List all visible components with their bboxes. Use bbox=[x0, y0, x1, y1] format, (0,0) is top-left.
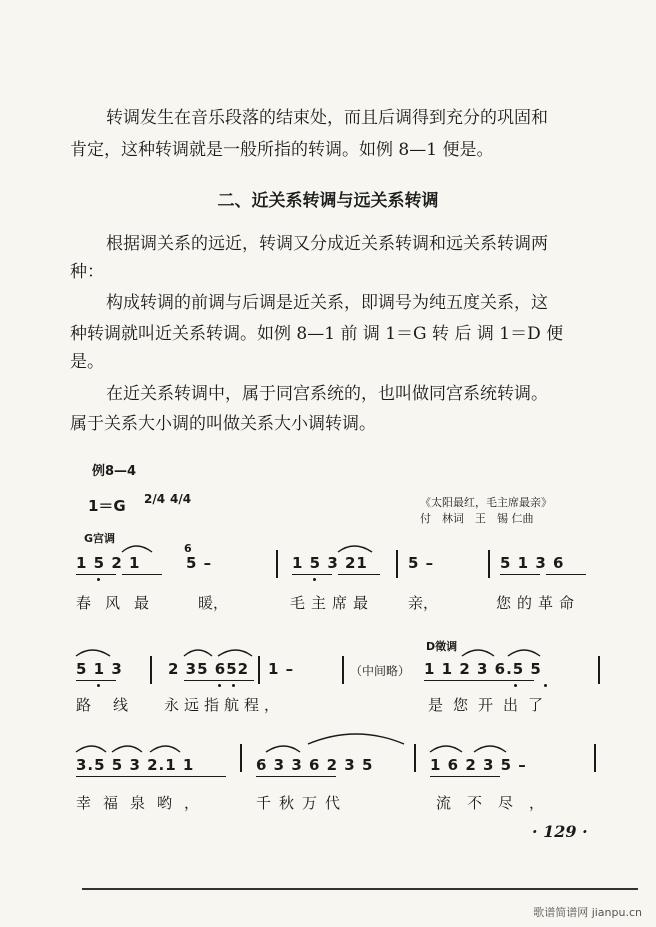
beam-underline bbox=[338, 574, 380, 575]
row1-measure-1: 1 5 2 1 bbox=[76, 554, 141, 572]
row1-lyric-3: 毛主席最 bbox=[290, 594, 375, 612]
row1-lyric-5: 您的革命 bbox=[496, 594, 581, 612]
slur bbox=[76, 746, 106, 752]
barline bbox=[594, 744, 596, 772]
beam-underline bbox=[76, 574, 116, 575]
slur bbox=[150, 746, 180, 752]
row2-measure-3: 1 – bbox=[268, 660, 295, 678]
slur bbox=[76, 650, 110, 656]
octave-dot bbox=[544, 684, 547, 687]
beam-underline bbox=[546, 574, 586, 575]
beam-underline bbox=[256, 776, 336, 777]
paragraph-2-line-2: 种： bbox=[70, 262, 104, 282]
row2-lyric-2: 永远指航程， bbox=[164, 696, 285, 714]
mode-label-d-zhi: D徵调 bbox=[426, 640, 458, 653]
key-signature: 1＝G bbox=[88, 497, 126, 515]
paragraph-1-line-2: 肯定，这种转调就是一般所指的转调。如例 8—1 便是。 bbox=[70, 140, 494, 160]
paragraph-4-line-2: 属于关系大小调的叫做关系大小调转调。 bbox=[70, 414, 376, 434]
barline bbox=[414, 744, 416, 772]
barline bbox=[240, 744, 242, 772]
row3-measure-2: 6 3 3 6 2 3 5 bbox=[256, 756, 374, 774]
time-signature-2: 4/4 bbox=[170, 492, 192, 506]
slur bbox=[462, 650, 494, 656]
row1-lyric-1: 春风最 bbox=[76, 594, 164, 612]
barline bbox=[396, 550, 398, 578]
footer-rule bbox=[82, 888, 638, 890]
octave-dot bbox=[218, 684, 221, 687]
slur bbox=[266, 746, 300, 752]
barline bbox=[488, 550, 490, 578]
row1-lyric-4: 亲， bbox=[408, 594, 439, 612]
row1-lyric-2: 暖， bbox=[198, 594, 229, 612]
paragraph-2-line-1: 根据调关系的远近，转调又分成近关系转调和远关系转调两 bbox=[106, 234, 548, 254]
barline bbox=[598, 656, 600, 684]
octave-dot bbox=[514, 684, 517, 687]
row3-measure-3: 1 6 2 3 5 – bbox=[430, 756, 527, 774]
row1-measure-2: 5 – bbox=[186, 554, 213, 572]
barline bbox=[276, 550, 278, 578]
song-title: 《太阳最红，毛主席最亲》 bbox=[420, 496, 552, 509]
paragraph-3-line-1: 构成转调的前调与后调是近关系，即调号为纯五度关系，这 bbox=[106, 293, 548, 313]
row3-measure-1: 3.5 5 3 2.1 1 bbox=[76, 756, 195, 774]
slur bbox=[218, 650, 252, 656]
paragraph-4-line-1: 在近关系转调中，属于同宫系统的，也叫做同宫系统转调。 bbox=[106, 384, 548, 404]
row3-lyric-2: 千秋万代 bbox=[256, 794, 349, 812]
row2-measure-4: 1 1 2 3 6.5 5 bbox=[424, 660, 542, 678]
slur bbox=[338, 546, 372, 552]
barline bbox=[258, 656, 260, 684]
beam-underline bbox=[184, 680, 254, 681]
slur bbox=[430, 746, 462, 752]
row2-lyric-3: 是您开出了 bbox=[428, 696, 554, 714]
song-credit: 付 林词 王 锡 仁曲 bbox=[420, 512, 534, 525]
octave-dot bbox=[97, 684, 100, 687]
row2-measure-1: 5 1 3 bbox=[76, 660, 123, 678]
watermark: 歌谱简谱网 jianpu.cn bbox=[533, 906, 642, 919]
octave-dot bbox=[313, 578, 316, 581]
beam-underline bbox=[500, 574, 540, 575]
row2-measure-2: 2 35 652 bbox=[168, 660, 250, 678]
row1-measure-3: 1 5 3 21 bbox=[292, 554, 368, 572]
beam-underline bbox=[122, 574, 162, 575]
beam-underline bbox=[76, 680, 116, 681]
paragraph-3-line-2: 种转调就叫近关系转调。如例 8—1 前 调 1＝G 转 后 调 1＝D 便 bbox=[70, 324, 564, 344]
beam-underline bbox=[430, 776, 500, 777]
row1-measure-5: 5 1 3 6 bbox=[500, 554, 565, 572]
slur bbox=[184, 650, 212, 656]
octave-dot bbox=[97, 578, 100, 581]
beam-underline bbox=[424, 680, 534, 681]
beam-underline bbox=[76, 776, 226, 777]
row2-lyric-1: 路线 bbox=[76, 696, 151, 714]
slur bbox=[474, 746, 506, 752]
slur bbox=[112, 746, 142, 752]
barline bbox=[342, 656, 344, 684]
slur bbox=[122, 546, 152, 552]
page-number: · 129 · bbox=[532, 822, 588, 841]
section-heading: 二、近关系转调与远关系转调 bbox=[217, 191, 439, 211]
paragraph-1-line-1: 转调发生在音乐段落的结束处，而且后调得到充分的巩固和 bbox=[106, 108, 548, 128]
slur bbox=[508, 650, 540, 656]
row1-measure-4: 5 – bbox=[408, 554, 435, 572]
octave-dot bbox=[232, 684, 235, 687]
beam-underline bbox=[292, 574, 332, 575]
interlude-note: （中间略） bbox=[350, 664, 411, 678]
row3-lyric-1: 幸福泉哟， bbox=[76, 794, 212, 812]
example-label: 例8—4 bbox=[92, 464, 137, 479]
paragraph-3-line-3: 是。 bbox=[70, 352, 104, 372]
mode-label-g-gong: G宫调 bbox=[84, 532, 116, 545]
barline bbox=[150, 656, 152, 684]
slur bbox=[308, 734, 404, 744]
time-signature-1: 2/4 bbox=[144, 492, 166, 506]
row3-lyric-3: 流不尽， bbox=[436, 794, 561, 812]
grace-note: 6 bbox=[184, 542, 192, 555]
